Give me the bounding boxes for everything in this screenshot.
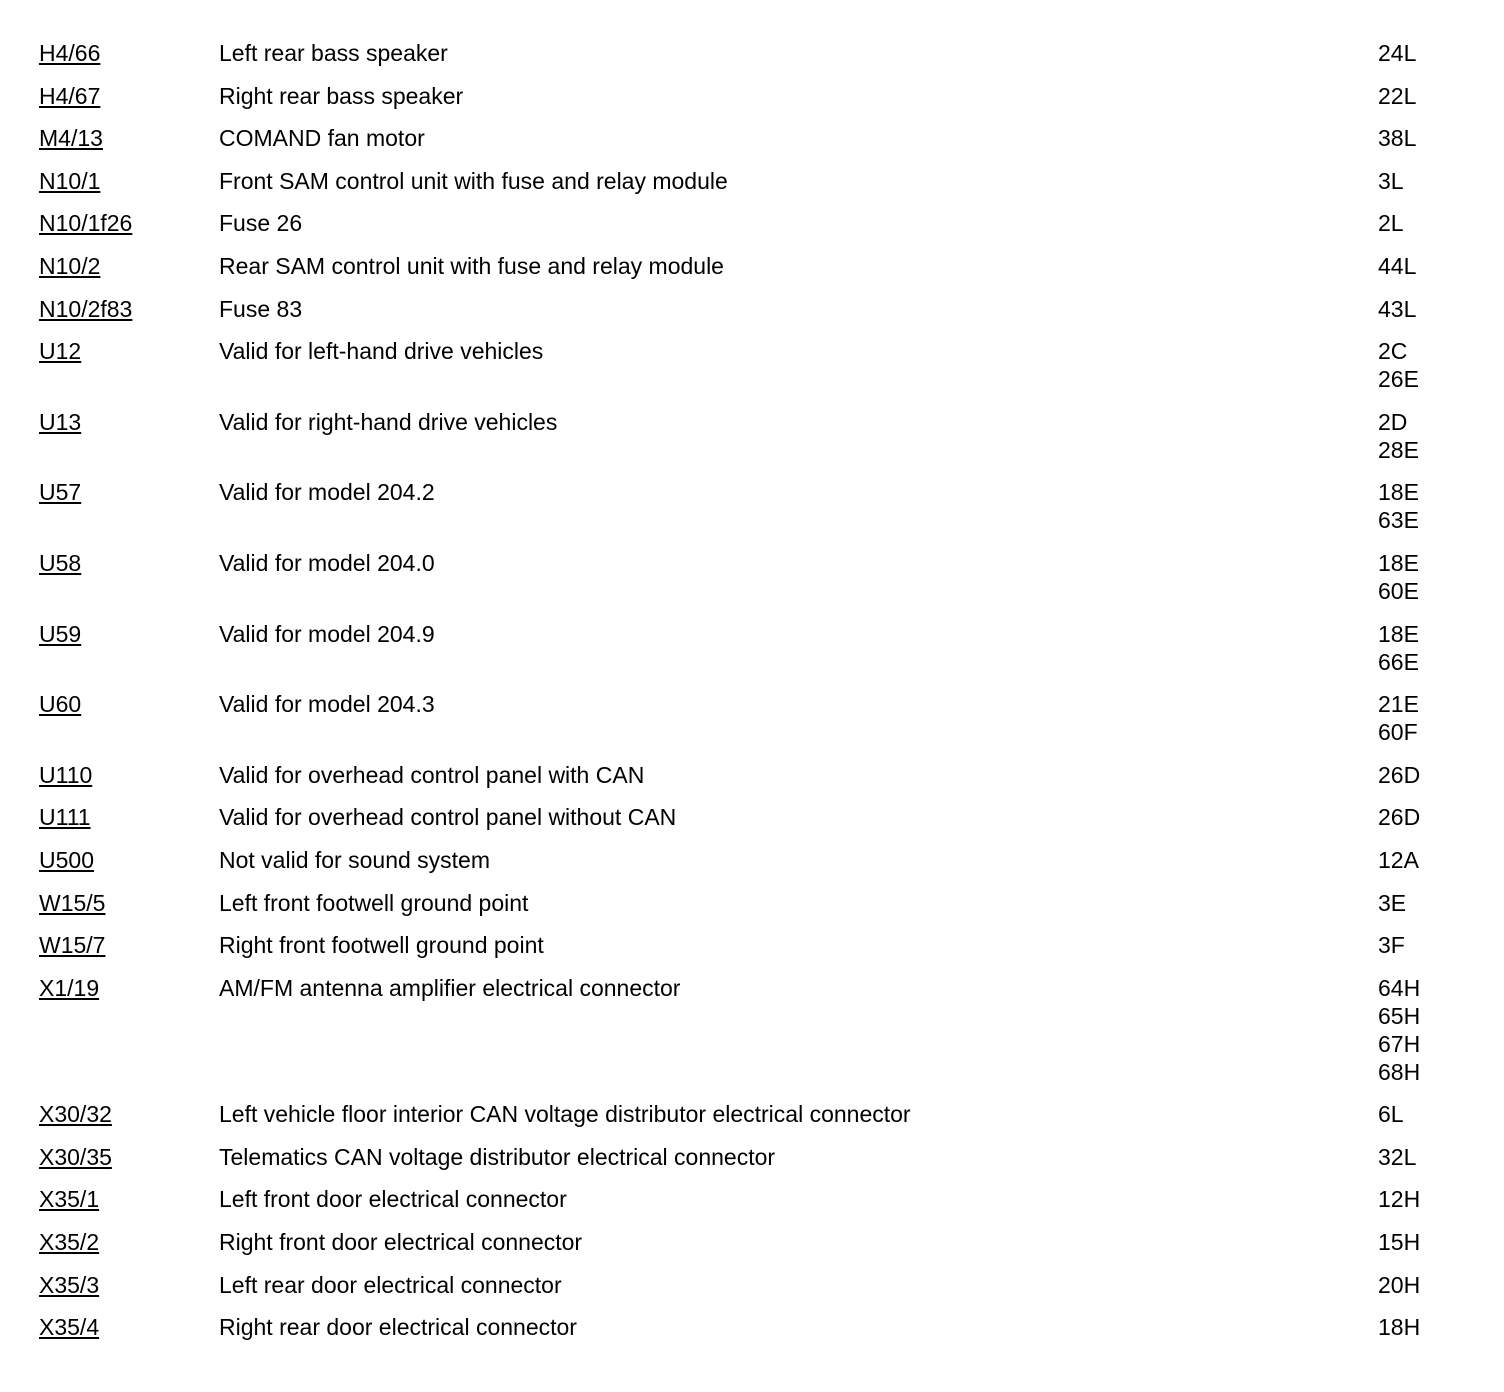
legend-row: [39, 124, 1479, 152]
component-code-link[interactable]: X35/3: [39, 1271, 100, 1298]
legend-row: [39, 39, 1479, 67]
legend-row: [39, 1100, 1479, 1128]
grid-reference: 26E: [1378, 366, 1419, 393]
component-description: Valid for right-hand drive vehicles: [219, 408, 558, 435]
grid-reference-list: [1378, 846, 1419, 874]
component-code-link[interactable]: N10/2f83: [39, 295, 133, 322]
grid-reference: 43L: [1378, 295, 1417, 322]
component-code-link[interactable]: N10/2: [39, 252, 101, 279]
component-code-link[interactable]: X35/2: [39, 1229, 100, 1256]
component-description: Telematics CAN voltage distributor electrical connector: [219, 1143, 776, 1170]
grid-reference: 18E: [1378, 479, 1419, 506]
grid-reference-list: [1378, 931, 1405, 959]
grid-reference-list: [1378, 252, 1416, 280]
component-description: COMAND fan motor: [219, 125, 425, 152]
legend-row: [39, 478, 1479, 534]
grid-reference-list: [1378, 761, 1420, 789]
component-description: Left front footwell ground point: [219, 889, 529, 916]
component-code-link[interactable]: H4/67: [39, 82, 101, 109]
legend-row: [39, 1313, 1479, 1341]
component-code-link[interactable]: U110: [39, 761, 93, 788]
grid-reference: 32L: [1378, 1143, 1417, 1170]
grid-reference: 18H: [1378, 1314, 1421, 1341]
component-description: Valid for model 204.3: [219, 691, 435, 718]
component-description: Right rear bass speaker: [219, 82, 464, 109]
legend-row: [39, 846, 1479, 874]
grid-reference: 18E: [1378, 620, 1419, 647]
legend-row: [39, 931, 1479, 959]
grid-reference-list: [1378, 1228, 1420, 1256]
grid-reference-list: [1378, 1143, 1416, 1171]
grid-reference: 3F: [1378, 932, 1405, 959]
grid-reference: 24L: [1378, 40, 1417, 66]
legend-row: [39, 889, 1479, 917]
legend-row: [39, 1143, 1479, 1171]
grid-reference: 2D: [1378, 408, 1408, 435]
component-description: Right rear door electrical connector: [219, 1314, 577, 1341]
grid-reference-list: [1378, 209, 1404, 237]
component-code-link[interactable]: U60: [39, 691, 82, 718]
grid-reference-list: [1378, 1271, 1420, 1299]
grid-reference-list: [1378, 39, 1416, 67]
component-code-link[interactable]: M4/13: [39, 125, 103, 152]
grid-reference: 3L: [1378, 167, 1404, 194]
component-code-link[interactable]: W15/5: [39, 889, 106, 916]
grid-reference-list: [1378, 620, 1419, 676]
legend-row: [39, 337, 1479, 393]
grid-reference-list: [1378, 167, 1404, 195]
legend-row: [39, 549, 1479, 605]
grid-reference-list: [1378, 690, 1419, 746]
grid-reference: 64H: [1378, 974, 1421, 1001]
component-description: Right front footwell ground point: [219, 932, 544, 959]
component-description: Front SAM control unit with fuse and relay module: [219, 167, 728, 194]
grid-reference: 68H: [1378, 1058, 1421, 1085]
component-description: Left rear bass speaker: [219, 40, 448, 66]
legend-row: [39, 1271, 1479, 1299]
component-legend-list: [39, 39, 1479, 1356]
legend-row: [39, 1185, 1479, 1213]
grid-reference: 2L: [1378, 210, 1404, 237]
grid-reference: 26D: [1378, 761, 1421, 788]
legend-row: [39, 167, 1479, 195]
grid-reference-list: [1378, 124, 1416, 152]
component-description: Fuse 26: [219, 210, 303, 237]
component-description: Rear SAM control unit with fuse and relay module: [219, 252, 724, 279]
component-description: Not valid for sound system: [219, 846, 491, 873]
grid-reference: 60F: [1378, 719, 1418, 746]
grid-reference: 28E: [1378, 436, 1419, 463]
component-description: Right front door electrical connector: [219, 1229, 583, 1256]
legend-row: [39, 974, 1479, 1086]
legend-row: [39, 620, 1479, 676]
grid-reference-list: [1378, 549, 1419, 605]
legend-row: [39, 1228, 1479, 1256]
grid-reference: 66E: [1378, 648, 1419, 675]
grid-reference-list: [1378, 337, 1419, 393]
grid-reference: 44L: [1378, 252, 1417, 279]
component-code-link[interactable]: X35/1: [39, 1186, 100, 1213]
component-description: Valid for overhead control panel with CAN: [219, 761, 645, 788]
grid-reference: 60E: [1378, 577, 1419, 604]
component-code-link[interactable]: U59: [39, 620, 82, 647]
grid-reference-list: [1378, 803, 1420, 831]
component-description: Fuse 83: [219, 295, 303, 322]
legend-row: [39, 761, 1479, 789]
grid-reference-list: [1378, 408, 1419, 464]
grid-reference-list: [1378, 1100, 1404, 1128]
grid-reference: 12A: [1378, 846, 1419, 873]
grid-reference-list: [1378, 1313, 1420, 1341]
component-description: Valid for model 204.2: [219, 479, 435, 506]
component-code-link[interactable]: U58: [39, 549, 82, 576]
component-description: Left front door electrical connector: [219, 1186, 567, 1213]
grid-reference: 63E: [1378, 507, 1419, 534]
legend-row: [39, 209, 1479, 237]
component-code-link[interactable]: X30/32: [39, 1101, 112, 1128]
component-description: Left vehicle floor interior CAN voltage distributor electrical connector: [219, 1101, 911, 1128]
grid-reference-list: [1378, 974, 1420, 1086]
legend-row: [39, 803, 1479, 831]
component-description: Valid for model 204.9: [219, 620, 435, 647]
component-description: Valid for model 204.0: [219, 549, 435, 576]
component-description: Valid for overhead control panel without CAN: [219, 804, 677, 831]
grid-reference-list: [1378, 1185, 1420, 1213]
grid-reference: 6L: [1378, 1101, 1404, 1128]
grid-reference-list: [1378, 295, 1416, 323]
legend-row: [39, 690, 1479, 746]
grid-reference-list: [1378, 889, 1406, 917]
grid-reference: 18E: [1378, 549, 1419, 576]
grid-reference: 3E: [1378, 889, 1407, 916]
grid-reference: 65H: [1378, 1002, 1421, 1029]
grid-reference: 38L: [1378, 125, 1417, 152]
component-description: AM/FM antenna amplifier electrical connector: [219, 974, 681, 1001]
component-code-link[interactable]: U13: [39, 408, 82, 435]
grid-reference: 20H: [1378, 1271, 1421, 1298]
grid-reference: 21E: [1378, 691, 1419, 718]
component-description: Valid for left-hand drive vehicles: [219, 338, 544, 365]
component-code-link[interactable]: N10/1f26: [39, 210, 133, 237]
grid-reference: 12H: [1378, 1186, 1421, 1213]
component-code-link[interactable]: H4/66: [39, 40, 101, 66]
grid-reference: 22L: [1378, 82, 1417, 109]
component-code-link[interactable]: N10/1: [39, 167, 101, 194]
grid-reference: 2C: [1378, 338, 1408, 365]
grid-reference-list: [1378, 82, 1416, 110]
legend-row: [39, 82, 1479, 110]
legend-row: [39, 408, 1479, 464]
grid-reference-list: [1378, 478, 1419, 534]
grid-reference: 26D: [1378, 804, 1421, 831]
legend-row: [39, 252, 1479, 280]
component-code-link[interactable]: X35/4: [39, 1314, 100, 1341]
component-code-link[interactable]: U111: [39, 804, 91, 831]
component-code-link[interactable]: X1/19: [39, 974, 100, 1001]
component-code-link[interactable]: U57: [39, 479, 82, 506]
grid-reference: 67H: [1378, 1030, 1421, 1057]
component-code-link[interactable]: W15/7: [39, 932, 106, 959]
component-code-link[interactable]: U12: [39, 338, 82, 365]
grid-reference: 15H: [1378, 1229, 1421, 1256]
legend-row: [39, 295, 1479, 323]
component-code-link[interactable]: X30/35: [39, 1143, 112, 1170]
component-code-link[interactable]: U500: [39, 846, 94, 873]
component-description: Left rear door electrical connector: [219, 1271, 562, 1298]
